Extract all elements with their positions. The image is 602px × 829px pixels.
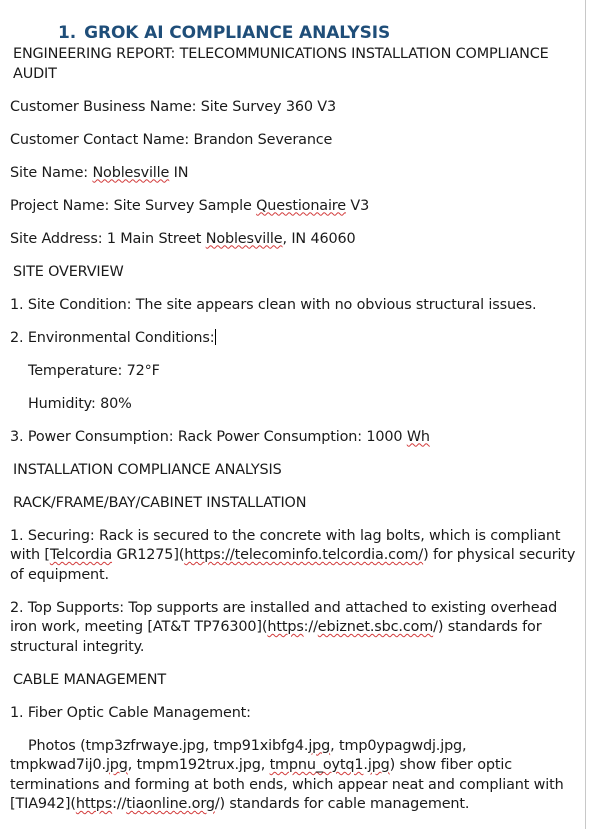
temperature-line: Temperature: 72°F: [28, 362, 160, 379]
site-address-street: 1 Main Street: [106, 230, 206, 247]
document-body[interactable]: [10, 22, 585, 828]
site-address-label: Site Address:: [10, 230, 107, 247]
site-name-line: [10, 164, 585, 184]
customer-business-value: Site Survey 360 V3: [200, 98, 336, 115]
customer-contact-label: Customer Contact Name:: [10, 131, 194, 148]
customer-contact-value: Brandon Severance: [193, 131, 333, 148]
securing-paragraph: [10, 527, 585, 586]
securing-text-3: ) for physical security of equipment.: [10, 547, 576, 583]
photos-text-6: ) show fiber optic terminations and forming at both ends, which appear neat and compliant with [TIA942](: [10, 757, 564, 812]
installation-heading: INSTALLATION COMPLIANCE ANALYSIS: [13, 461, 282, 478]
text-cursor: [215, 329, 216, 345]
site-name-label: Site Name:: [10, 164, 93, 181]
section-heading: [58, 22, 585, 44]
cable-management-heading: CABLE MANAGEMENT: [13, 671, 166, 688]
securing-telcordia: Telcordia: [49, 547, 113, 563]
report-title: ENGINEERING REPORT: TELECOMMUNICATIONS INSTALLATION COMPLIANCE AUDIT: [13, 46, 549, 82]
project-name-line: [10, 197, 585, 217]
photos-text-7: ) standards for cable management.: [219, 796, 470, 812]
photos-text-1: Photos (tmp3zfrwaye.jpg, tmp91xibfg4.: [28, 737, 309, 754]
project-name-word: Questionaire: [256, 197, 346, 214]
project-name-pre: Site Survey Sample: [113, 197, 257, 214]
photos-link-scheme[interactable]: https: [75, 796, 113, 812]
heading-title: GROK AI COMPLIANCE ANALYSIS: [84, 23, 391, 43]
rack-installation-heading: RACK/FRAME/BAY/CABINET INSTALLATION: [13, 494, 307, 511]
environmental-conditions-label: 2. Environmental Conditions:: [10, 329, 215, 346]
photos-jpg-2: jpg: [105, 757, 128, 773]
site-name-state: IN: [169, 164, 189, 181]
site-address-rest: , IN 46060: [282, 230, 356, 247]
photos-paragraph: [10, 737, 585, 815]
photos-text-2: , tmp0ypagwdj.jpg,: [330, 737, 467, 754]
photos-text-3: .: [101, 757, 106, 773]
securing-text-2: GR1275](: [112, 547, 185, 563]
project-name-label: Project Name:: [10, 197, 114, 214]
power-consumption-line: [10, 428, 585, 448]
customer-contact-line: [10, 131, 585, 151]
photos-file-6: tmpnu_oytq1: [269, 757, 364, 773]
site-condition-line: 1. Site Condition: The site appears clean with no obvious structural issues.: [10, 296, 537, 313]
top-supports-link-scheme[interactable]: https: [267, 619, 304, 635]
top-supports-paragraph: [10, 599, 585, 658]
heading-number: 1.: [58, 23, 77, 43]
site-overview-heading: SITE OVERVIEW: [13, 263, 124, 280]
environmental-conditions-line: [10, 329, 585, 349]
site-name-city: Noblesville: [92, 164, 170, 181]
photos-link-sep[interactable]: ://: [112, 796, 127, 812]
securing-link[interactable]: https://telecominfo.telcordia.com/: [184, 547, 424, 563]
photos-link-slash[interactable]: /: [214, 796, 220, 812]
securing-text-1: 1. Securing: Rack is secured to the concrete with lag bolts, which is compliant with [: [10, 527, 561, 563]
customer-business-label: Customer Business Name:: [10, 98, 201, 115]
top-supports-link[interactable]: [267, 619, 437, 635]
photos-link-host[interactable]: tiaonline.org: [126, 796, 215, 812]
photos-jpg-1: jpg: [308, 737, 331, 754]
humidity-line: Humidity: 80%: [28, 395, 132, 412]
photos-text-5: .: [363, 757, 368, 773]
site-address-line: [10, 230, 585, 250]
site-address-city: Noblesville: [205, 230, 283, 247]
photos-link[interactable]: [76, 796, 220, 812]
photos-file-5: tmpkwad7ij0: [10, 757, 102, 773]
photos-jpg-3: jpg: [367, 757, 390, 773]
top-supports-link-slash[interactable]: /: [433, 619, 438, 635]
project-name-post: V3: [345, 197, 370, 214]
top-supports-text-3: ) standards for structural integrity.: [10, 619, 542, 655]
photos-text-4: , tmpm192trux.jpg,: [127, 757, 270, 773]
top-supports-text-1: 2. Top Supports: Top supports are installed and attached to existing overhead iron work, meeting [AT&T TP76300](: [10, 599, 558, 635]
top-supports-link-host[interactable]: ebiznet.sbc.com: [317, 619, 434, 635]
power-consumption-unit: Wh: [406, 428, 430, 445]
customer-business-line: [10, 98, 585, 118]
power-consumption-text: 3. Power Consumption: Rack Power Consumption: 1000: [10, 428, 407, 445]
top-supports-link-sep[interactable]: ://: [303, 619, 318, 635]
fiber-optic-heading: 1. Fiber Optic Cable Management:: [10, 704, 251, 721]
